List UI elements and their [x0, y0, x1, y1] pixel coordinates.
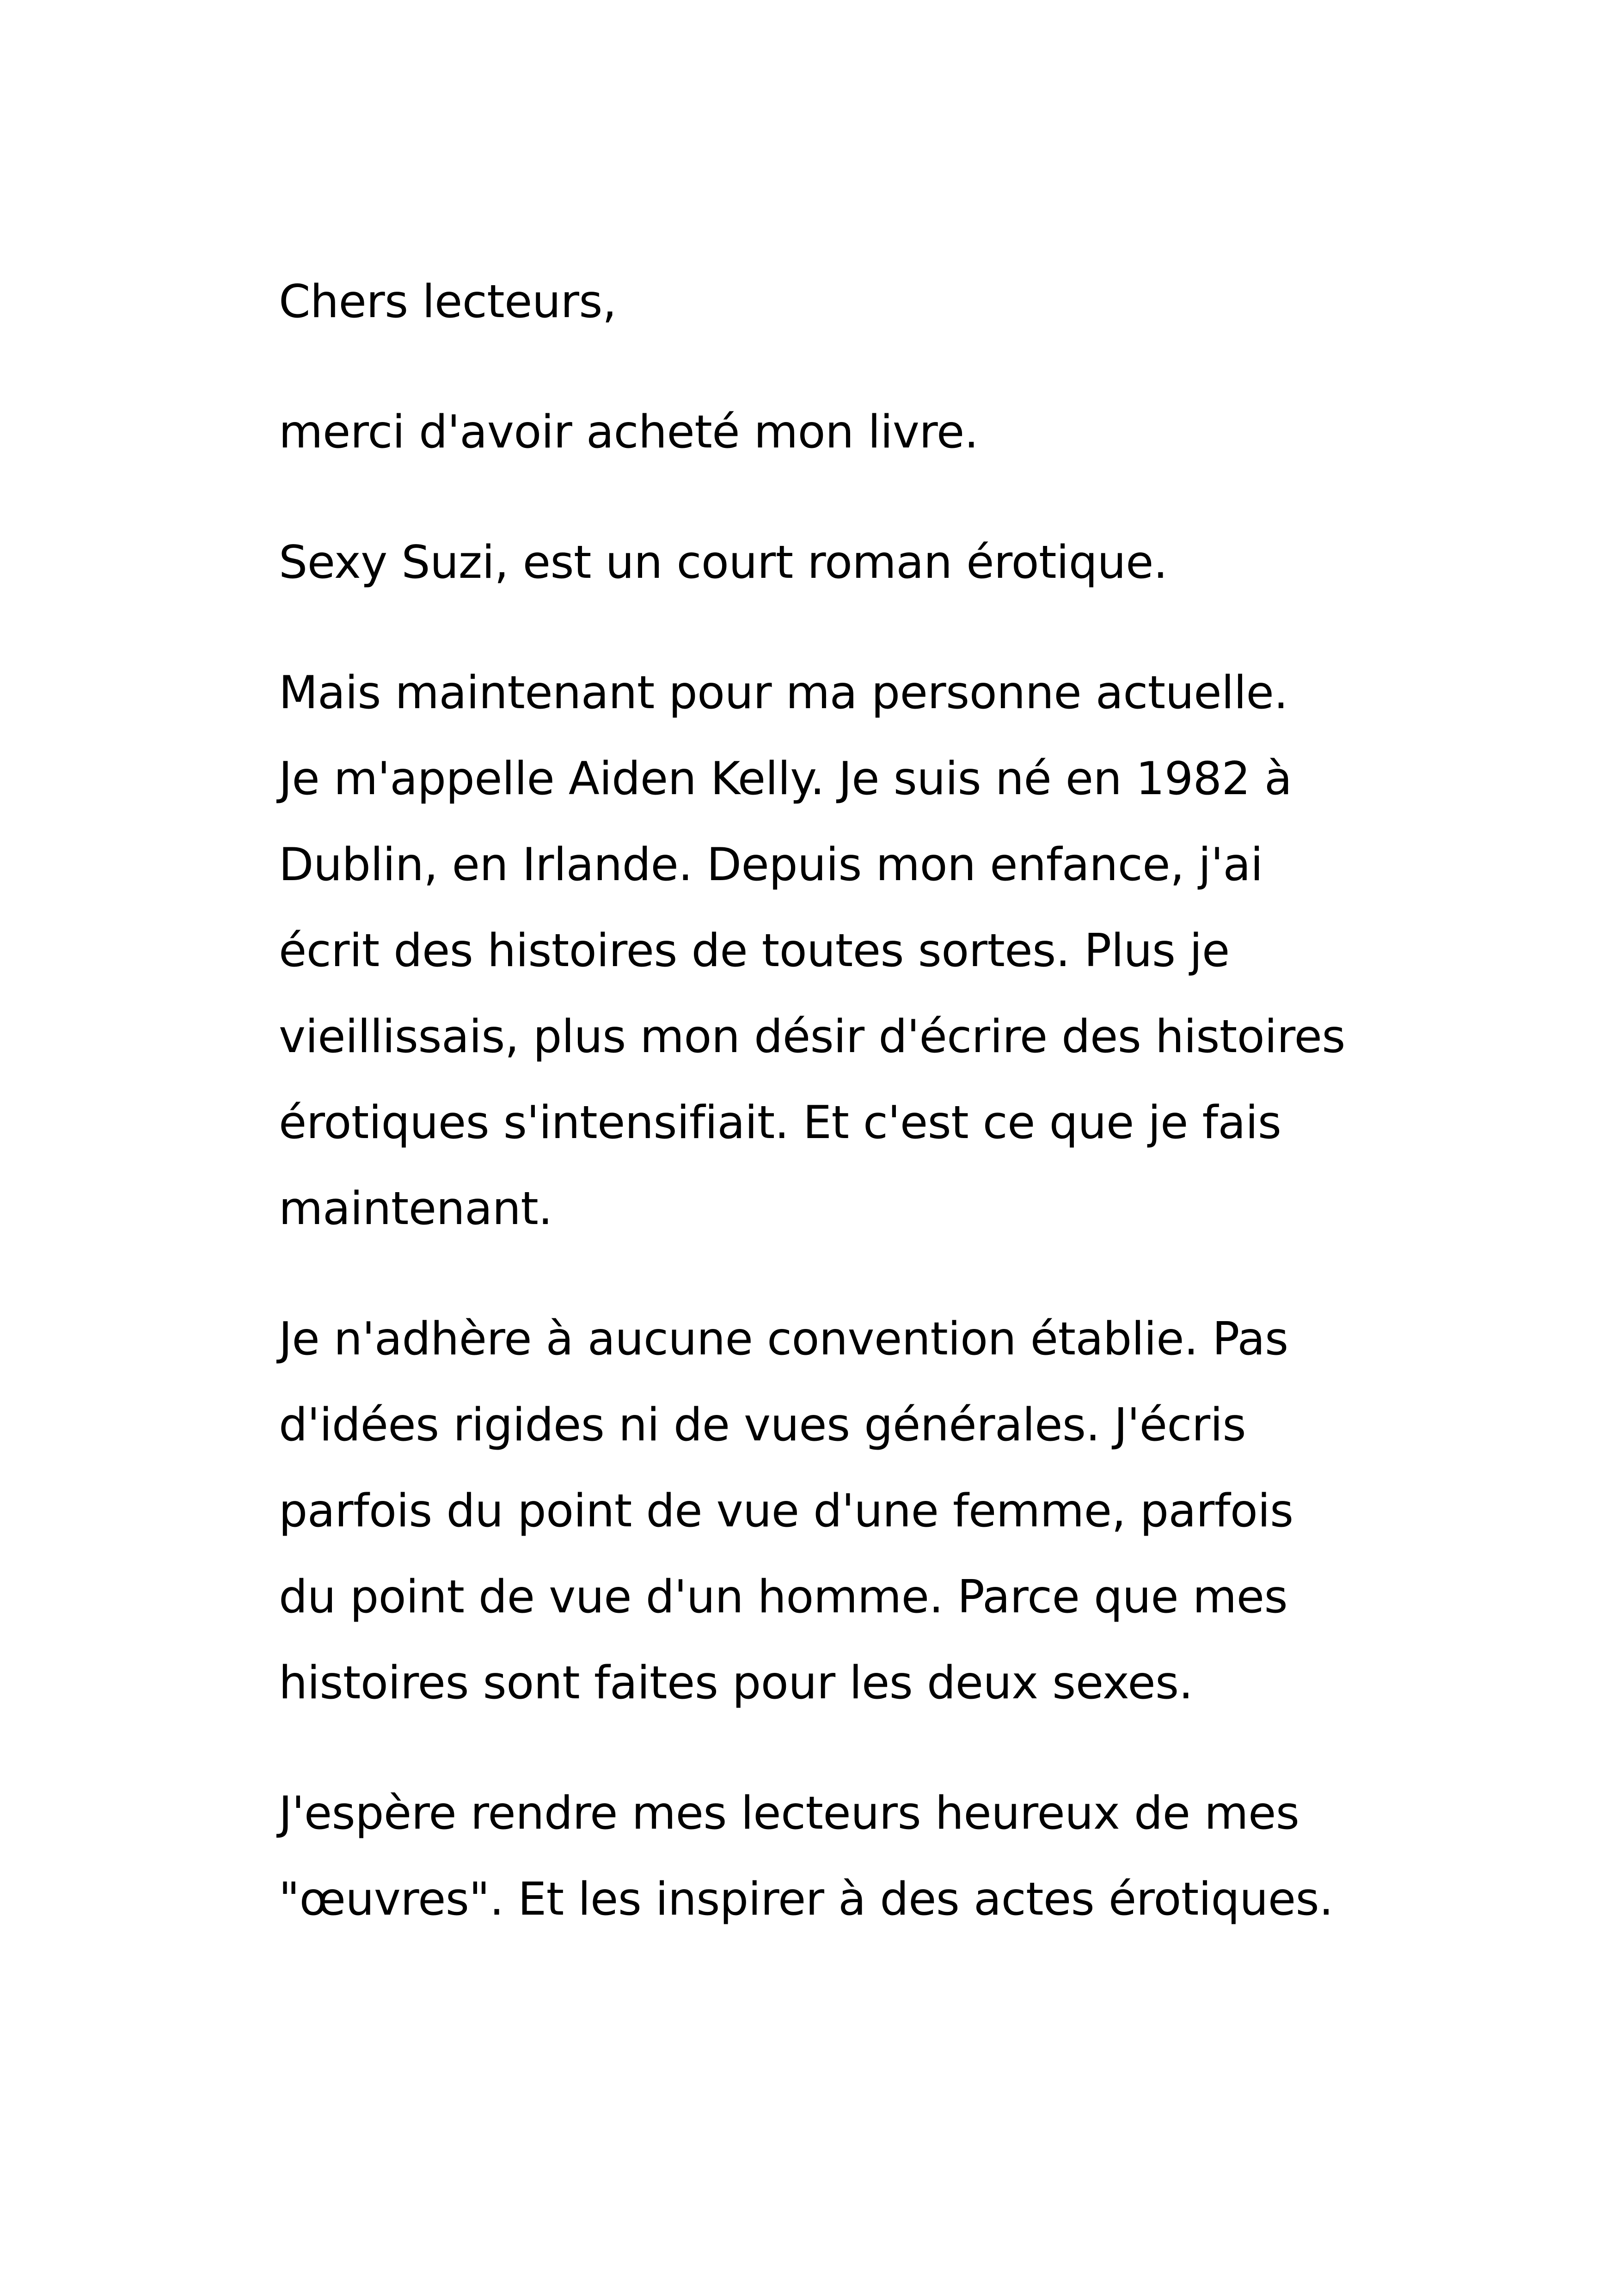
letter-body	[279, 259, 1351, 1987]
text-line: J'espère rendre mes lecteurs heureux de mes	[279, 1787, 1299, 1840]
text-line: Mais maintenant pour ma personne actuelle.	[279, 667, 1288, 719]
text-line: écrit des histoires de toutes sortes. Plus je	[279, 925, 1230, 977]
text-line: d'idées rigides ni de vues générales. J'écris	[279, 1399, 1246, 1451]
text-line: Dublin, en Irlande. Depuis mon enfance, j'ai	[279, 839, 1263, 891]
paragraph-closing	[279, 1770, 1351, 1942]
text-line: merci d'avoir acheté mon livre.	[279, 406, 979, 459]
text-line: Je n'adhère à aucune convention établie. Pas	[279, 1313, 1288, 1365]
text-line: parfois du point de vue d'une femme, parfois	[279, 1485, 1293, 1537]
paragraph-greeting	[279, 259, 1351, 345]
text-line: Chers lecteurs,	[279, 276, 617, 328]
paragraph-thanks	[279, 389, 1351, 475]
text-line: Sexy Suzi, est un court roman érotique.	[279, 536, 1168, 589]
text-line: érotiques s'intensifiait. Et c'est ce que je fais	[279, 1096, 1281, 1149]
text-line: du point de vue d'un homme. Parce que mes	[279, 1571, 1288, 1623]
paragraph-conventions	[279, 1296, 1351, 1726]
text-line: "œuvres". Et les inspirer à des actes érotiques.	[279, 1873, 1333, 1926]
text-line: histoires sont faites pour les deux sexes.	[279, 1657, 1193, 1709]
text-line: maintenant.	[279, 1182, 552, 1235]
text-line: Je m'appelle Aiden Kelly. Je suis né en 1982 à	[279, 753, 1292, 805]
text-line: vieillissais, plus mon désir d'écrire des histoires	[279, 1010, 1345, 1063]
paragraph-author-bio	[279, 650, 1351, 1252]
paragraph-book-intro	[279, 520, 1351, 606]
